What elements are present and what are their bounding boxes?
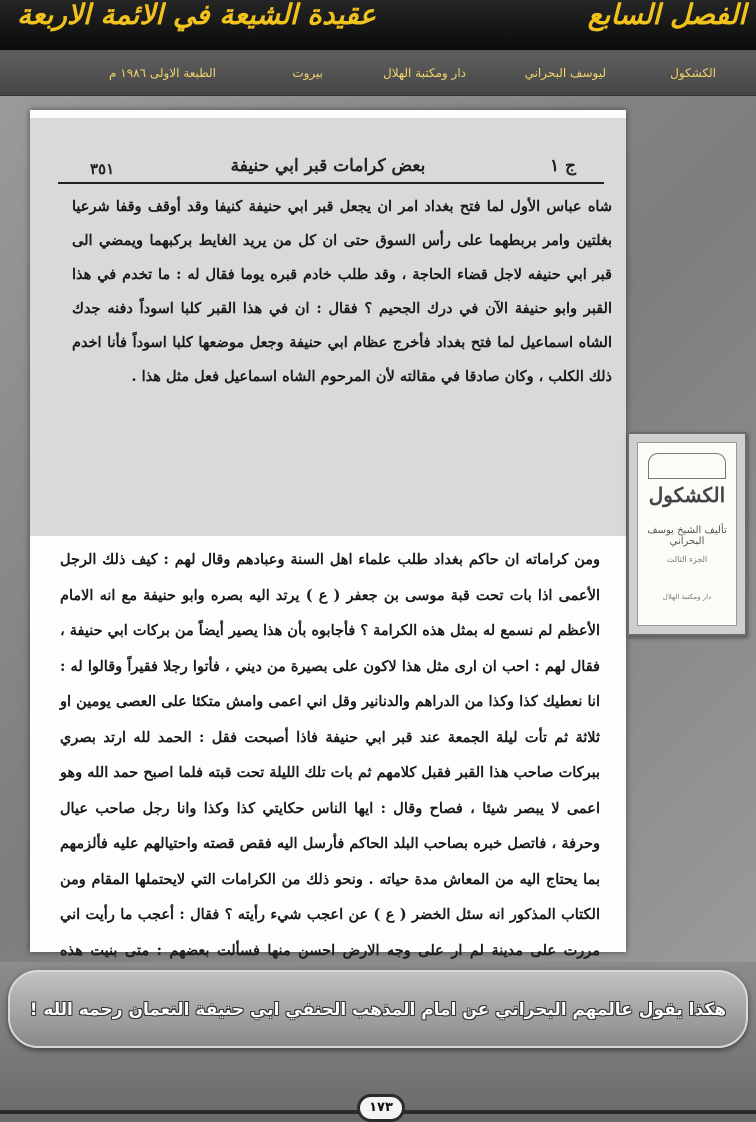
cover-title: الكشكول [648, 483, 726, 507]
source-author: ليوسف البحراني [524, 66, 606, 80]
cover-volume: الجزء الثالث [666, 555, 708, 564]
book-cover-thumbnail [627, 432, 747, 636]
caption-text: هكذا يقول عالمهم البحراني عن امام المذهب الحنفي ابي حنيفة النعمان رحمه الله ! [29, 1000, 726, 1020]
top-banner [0, 0, 756, 53]
running-head [30, 120, 626, 178]
original-page-number: ٣٥١ [90, 160, 115, 178]
highlighted-paragraph: شاه عباس الأول لما فتح بغداد امر ان يجعل قبر ابي حنيفة كنيفا وقد أوقف وقفا شرعيا بغلتين وامر بربطهما على رأس السوق حتى ان كل من يريد الغايط بركبهما ويمضي الى قبر ابي حنيفه لاجل قضاء الحاجة ، وقد طلب خادم قبره يوما فقال له : ما تخدم في هذا القبر وابو حنيفة الآن في درك الجحيم ؟ فقال : ان في هذا القبر كلبا اسوداً دفنه جدك الشاه اسماعيل لما فتح بغداد فأخرج عظام ابي حنيفة وجعل موضعها كلبا اسوداً فأنا اخدم ذلك الكلب ، وكان صادقا في مقالته لأن المرحوم الشاه اسماعيل فعل مثل هذا . [72, 198, 612, 385]
cover-panel [637, 442, 737, 626]
scanned-page [30, 110, 626, 959]
running-title: بعض كرامات قبر ابي حنيفة [230, 156, 426, 176]
caption-box [8, 970, 748, 1048]
header-rule [58, 182, 604, 184]
source-publisher: دار ومكتبة الهلال [382, 66, 466, 80]
volume-marker: ج ١ [549, 156, 576, 176]
body-paragraph: ومن كراماته ان حاكم بغداد طلب علماء اهل السنة وعبادهم وقال لهم : كيف ذلك الرجل الأعمى اذا بات تحت قبة موسى بن جعفر ( ع ) يرتد اليه بصره وابو حنيفة مع انه الامام الأعظم لم نسمع له بمثل هذه الكرامة ؟ فأجابوه بأن هذا يصير أيضاً من بركات ابي حنيفة ، فقال لهم : احب ان ارى مثل هذا لاكون على بصيرة من ديني ، فأتوا رجلا فقيراً وقالوا له : انا نعطيك كذا وكذا من الدراهم والدنانير وقل اني اعمى وامش متكئا على العصى يومين او ثلاثة ثم تأت ليلة الجمعة عند قبر ابي حنيفة فاذا أصبحت فقل : الحمد لله ارتد بصري ببركات صاحب هذا القبر فقبل كلامهم ثم بات تلك الليلة تحت قبته فلما اصبح حمد الله وهو اعمى لا يبصر شيئا ، فصاح وقال : ايها الناس حكايتي كذا وكذا وانا رجل صاحب عيال وحرفة ، فاتصل خبره بصاحب البلد الحاكم فأرسل اليه فقص قصته واحتيالهم عليه فألزمهم بما يحتاج اليه من المعاش مدة حياته . ونحو ذلك من الكرامات التي لايحتملها المقام ومن الكتاب المذكور انه سئل الخضر ( ع ) عن اعجب شيء رأيته ؟ فقال : أعجب ما رأيت اني مررت على مدينة لم ار على وجه الارض احسن منها فسألت بعضهم : متى بنيت هذه [60, 551, 600, 959]
source-book: الكشكول [670, 66, 716, 80]
page-number-badge: ١٧٣ [357, 1094, 405, 1122]
cover-publisher: دار ومكتبة الهلال [662, 593, 712, 601]
cover-author: تأليف الشيخ يوسف البحراني [647, 525, 727, 547]
book-title: عقيدة الشيعة في الائمة الاربعة [17, 0, 376, 31]
source-edition: الطبعة الاولى ١٩٨٦ م [109, 66, 216, 80]
source-city: بيروت [292, 66, 323, 80]
chapter-title: الفصل السابع [587, 0, 746, 31]
source-metadata-bar [0, 53, 756, 96]
cover-ornament [648, 453, 726, 479]
